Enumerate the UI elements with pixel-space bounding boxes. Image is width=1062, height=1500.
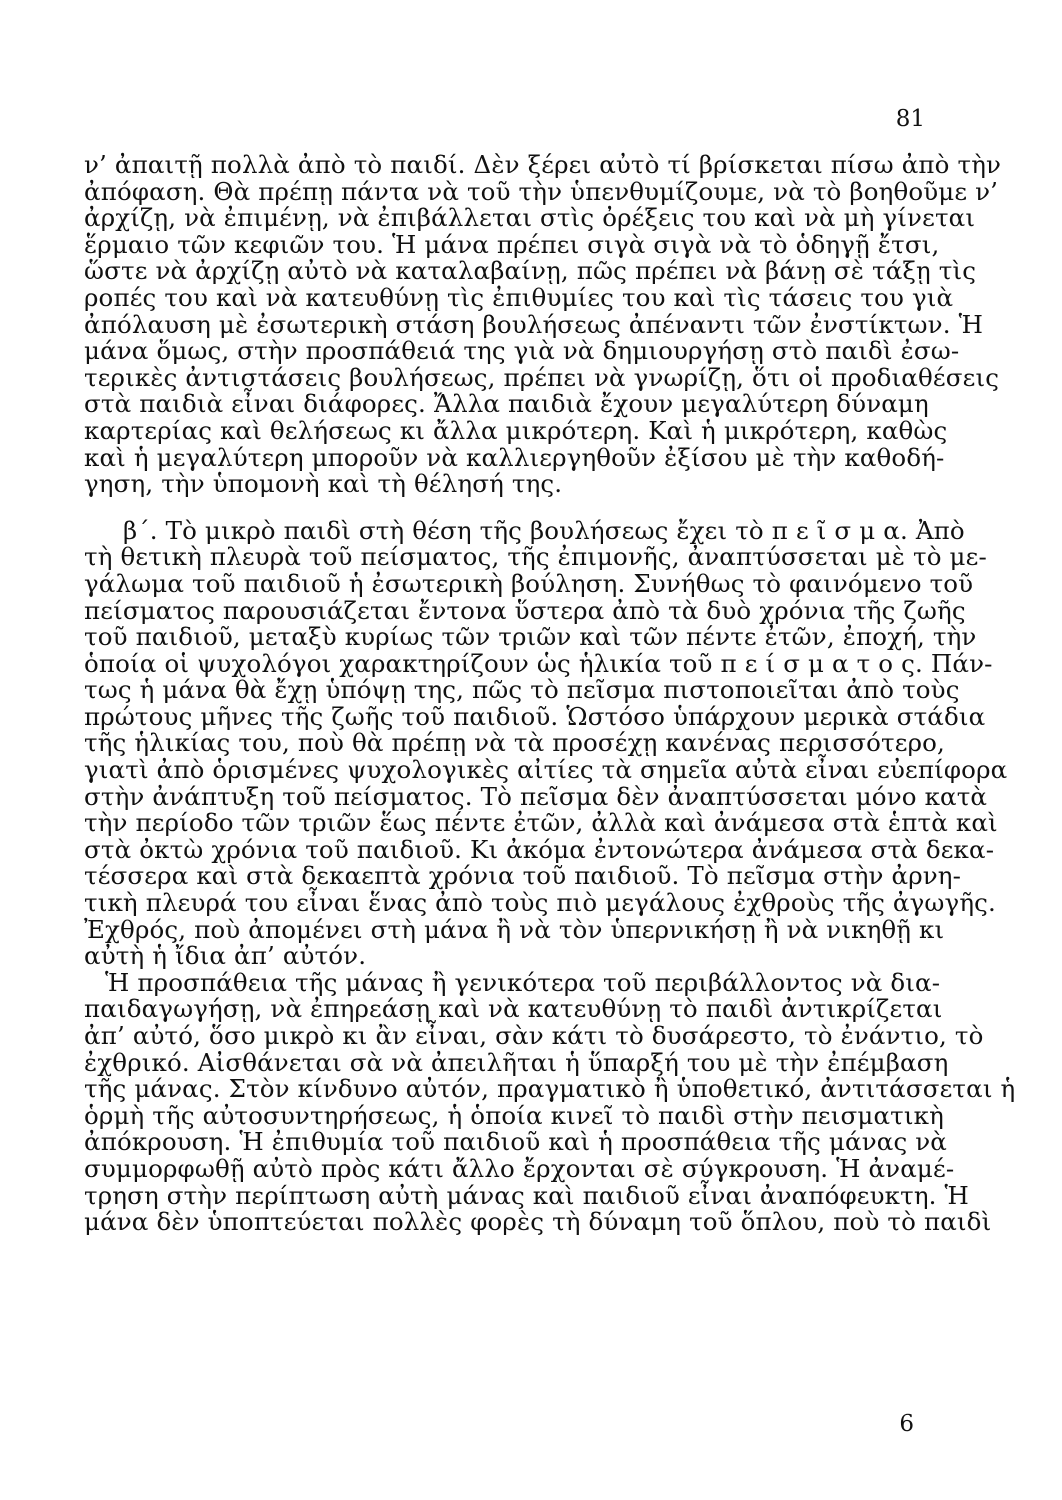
text-line: ὁποία οἱ ψυχολόγοι χαρακτηρίζουν ὡς ἡλικία τοῦ π ε ί σ μ α τ ο ς. Πάν-	[84, 648, 993, 678]
text-line: τικὴ πλευρά του εἶναι ἕνας ἀπὸ τοὺς πιὸ μεγάλους ἐχθροὺς τῆς ἀγωγῆς.	[84, 888, 996, 918]
text-line: μάνα ὅμως, στὴν προσπάθειά της γιὰ νὰ δημιουργήσῃ στὸ παιδὶ ἐσω-	[84, 336, 960, 366]
text-line: ἀπόφαση. Θὰ πρέπῃ πάντα νὰ τοῦ τὴν ὑπενθυμίζουμε, νὰ τὸ βοηθοῦμε ν’	[84, 176, 999, 206]
text-line: παιδαγωγήσῃ, νὰ ἐπηρεάσῃ καὶ νὰ κατευθύνῃ τὸ παιδὶ ἀντικρίζεται	[84, 994, 943, 1024]
text-line: στὰ ὀκτὼ χρόνια τοῦ παιδιοῦ. Κι ἀκόμα ἐντονώτερα ἀνάμεσα στὰ δεκα-	[84, 834, 995, 864]
text-line: ἀπόκρουση. Ἡ ἐπιθυμία τοῦ παιδιοῦ καὶ ἡ προσπάθεια τῆς μάνας νὰ	[84, 1127, 947, 1157]
text-line: ἀπ’ αὐτό, ὅσο μικρὸ κι ἂν εἶναι, σὰν κάτι τὸ δυσάρεστο, τὸ ἐνάντιο, τὸ	[84, 1021, 984, 1050]
text-line: Ἐχθρός, ποὺ ἀπομένει στὴ μάνα ἢ νὰ τὸν ὑπερνικήσῃ ἢ νὰ νικηθῇ κι	[84, 914, 945, 944]
text-line: τῆς μάνας. Στὸν κίνδυνο αὐτόν, πραγματικὸ ἢ ὑποθετικό, ἀντιτάσσεται ἡ	[84, 1074, 1016, 1104]
paragraph-1	[84, 150, 1002, 499]
text-line: ἐχθρικό. Αἰσθάνεται σὰ νὰ ἀπειλῆται ἡ ὕπαρξή του μὲ τὴν ἐπέμβαση	[84, 1047, 949, 1077]
text-line: τῆς ἡλικίας του, ποὺ θὰ πρέπῃ νὰ τὰ προσέχῃ κανένας περισσότερο,	[84, 728, 945, 758]
text-line: ὁρμὴ τῆς αὐτοσυντηρήσεως, ἡ ὁποία κινεῖ τὸ παιδὶ στὴν πεισματικὴ	[84, 1100, 944, 1130]
text-line: τοῦ παιδιοῦ, μεταξὺ κυρίως τῶν τριῶν καὶ τῶν πέντε ἐτῶν, ἐποχή, τὴν	[84, 622, 977, 652]
text-line: ν’ ἀπαιτῇ πολλὰ ἀπὸ τὸ παιδί. Δὲν ξέρει αὐτὸ τί βρίσκεται πίσω ἀπὸ τὴν	[84, 150, 1002, 179]
text-line: γηση, τὴν ὑπομονὴ καὶ τὴ θέλησή της.	[84, 469, 563, 499]
text-line: ἀπόλαυση μὲ ἐσωτερικὴ στάση βουλήσεως ἀπέναντι τῶν ἐνστίκτων. Ἡ	[84, 309, 984, 339]
paragraph-gap	[84, 498, 927, 518]
text-line: τερικὲς ἀντιστάσεις βουλήσεως, πρέπει νὰ γνωρίζῃ, ὅτι οἱ προδιαθέσεις	[84, 362, 1000, 392]
page-number-top: 81	[895, 106, 925, 132]
text-line: τως ἡ μάνα θὰ ἔχῃ ὑπόψῃ της, πῶς τὸ πεῖσμα πιστοποιεῖται ἀπὸ τοὺς	[84, 675, 960, 705]
text-line: ἕρμαιο τῶν κεφιῶν του. Ἡ μάνα πρέπει σιγὰ σιγὰ νὰ τὸ ὁδηγῇ ἔτσι,	[84, 229, 940, 259]
text-line: καὶ ἡ μεγαλύτερη μποροῦν νὰ καλλιεργηθοῦν ἐξίσου μὲ τὴν καθοδή-	[84, 442, 945, 472]
text-line: μάνα δὲν ὑποπτεύεται πολλὲς φορὲς τὴ δύναμη τοῦ ὅπλου, ποὺ τὸ παιδὶ	[84, 1207, 992, 1237]
text-line: συμμορφωθῇ αὐτὸ πρὸς κάτι ἄλλο ἔρχονται σὲ σύγκρουση. Ἡ ἀναμέ-	[84, 1153, 955, 1183]
body-text	[84, 150, 1016, 1237]
text-line: γάλωμα τοῦ παιδιοῦ ἡ ἐσωτερικὴ βούληση. Συνήθως τὸ φαινόμενο τοῦ	[84, 568, 974, 598]
text-line: β΄. Τὸ μικρὸ παιδὶ στὴ θέση τῆς βουλήσεως ἔχει τὸ π ε ῖ σ μ α. Ἀπὸ	[123, 515, 965, 545]
text-line: τέσσερα καὶ στὰ δεκαεπτὰ χρόνια τοῦ παιδιοῦ. Τὸ πεῖσμα στὴν ἀρνη-	[84, 861, 962, 891]
text-line: πρώτους μῆνες τῆς ζωῆς τοῦ παιδιοῦ. Ὡστόσο ὑπάρχουν μερικὰ στάδια	[84, 701, 986, 731]
text-line: τὴ θετικὴ πλευρὰ τοῦ πείσματος, τῆς ἐπιμονῆς, ἀναπτύσσεται μὲ τὸ με-	[84, 542, 987, 572]
text-line: τὴν περίοδο τῶν τριῶν ἕως πέντε ἐτῶν, ἀλλὰ καὶ ἀνάμεσα στὰ ἑπτὰ καὶ	[84, 808, 998, 838]
text-line: τρηση στὴν περίπτωση αὐτὴ μάνας καὶ παιδιοῦ εἶναι ἀναπόφευκτη. Ἡ	[84, 1180, 969, 1210]
text-line: Ἡ προσπάθεια τῆς μάνας ἢ γενικότερα τοῦ περιβάλλοντος νὰ δια-	[105, 967, 941, 997]
paragraph-2	[84, 515, 1008, 971]
page-number-bottom: 6	[899, 1411, 914, 1437]
text-line: στὰ παιδιὰ εἶναι διάφορες. Ἄλλα παιδιὰ ἔχουν μεγαλύτερη δύναμη	[84, 389, 929, 419]
text-line: ὥστε νὰ ἀρχίζῃ αὐτὸ νὰ καταλαβαίνῃ, πῶς πρέπει νὰ βάνῃ σὲ τάξῃ τὶς	[84, 256, 977, 286]
paragraph-3	[84, 967, 1016, 1237]
text-line: ροπές του καὶ νὰ κατευθύνῃ τὶς ἐπιθυμίες του καὶ τὶς τάσεις του γιὰ	[84, 282, 954, 312]
text-line: στὴν ἀνάπτυξη τοῦ πείσματος. Τὸ πεῖσμα δὲν ἀναπτύσσεται μόνο κατὰ	[84, 781, 988, 811]
text-line: πείσματος παρουσιάζεται ἔντονα ὕστερα ἀπὸ τὰ δυὸ χρόνια τῆς ζωῆς	[84, 595, 966, 625]
text-line: αὐτὴ ἡ ἴδια ἀπ’ αὐτόν.	[84, 941, 367, 971]
text-line: γιατὶ ἀπὸ ὁρισμένες ψυχολογικὲς αἰτίες τὰ σημεῖα αὐτὰ εἶναι εὐεπίφορα	[84, 755, 1008, 785]
text-line: καρτερίας καὶ θελήσεως κι ἄλλα μικρότερη. Καὶ ἡ μικρότερη, καθὼς	[84, 415, 948, 445]
text-line: ἀρχίζῃ, νὰ ἐπιμένῃ, νὰ ἐπιβάλλεται στὶς ὀρέξεις του καὶ νὰ μὴ γίνεται	[84, 203, 976, 233]
